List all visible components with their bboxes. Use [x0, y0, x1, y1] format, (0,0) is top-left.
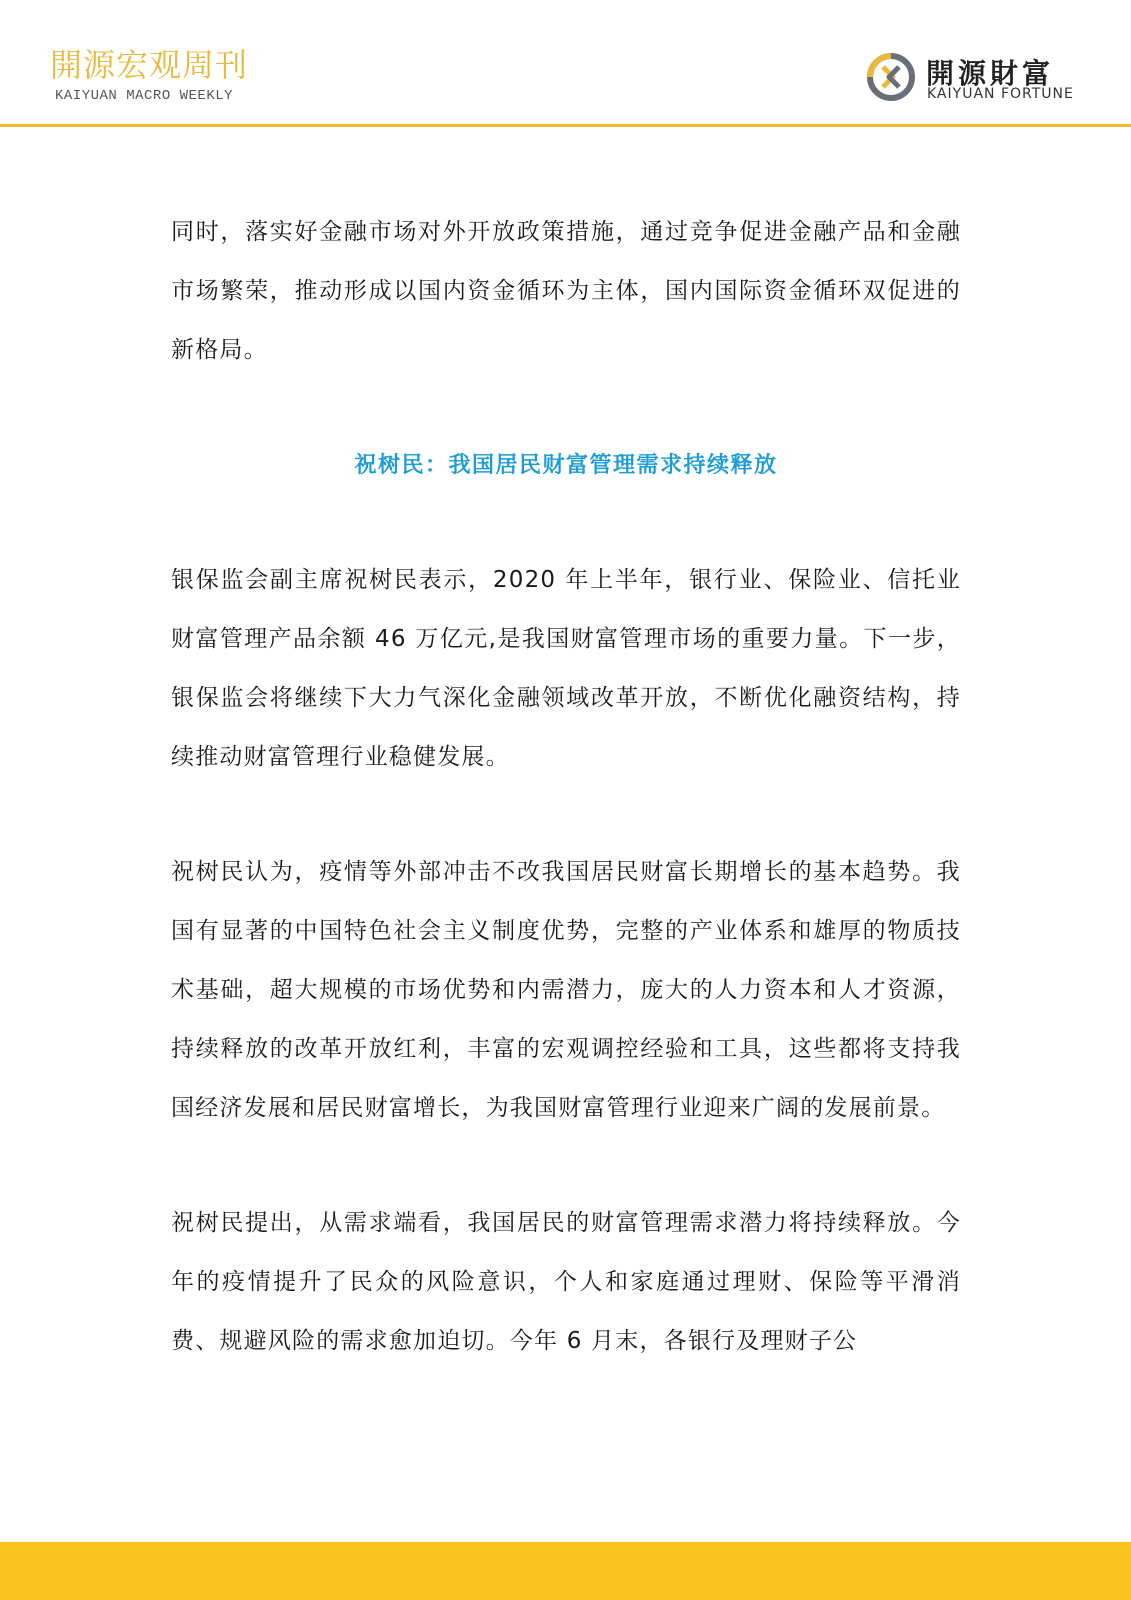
footer-bar	[0, 1542, 1131, 1600]
paragraph-2: 祝树民认为，疫情等外部冲击不改我国居民财富长期增长的基本趋势。我国有显著的中国特色社会主义制度优势，完整的产业体系和雄厚的物质技术基础，超大规模的市场优势和内需潜力，庞大的人力资本和人才资源，持续释放的改革开放红利，丰富的宏观调控经验和工具，这些都将支持我国经济发展和居民财富增长，为我国财富管理行业迎来广阔的发展前景。	[171, 859, 961, 1121]
logo-chinese-name: 開源財富	[926, 57, 1055, 90]
article-body	[171, 203, 961, 1371]
brand-title: 開源宏观周刊	[50, 46, 249, 84]
company-logo	[866, 52, 1096, 104]
logo-english-name: KAIYUAN FORTUNE	[927, 86, 1074, 102]
paragraph-1: 银保监会副主席祝树民表示，2020 年上半年，银行业、保险业、信托业财富管理产品余额 46 万亿元,是我国财富管理市场的重要力量。下一步，银保监会将继续下大力气深化金融领域改革开放，不断优化融资结构，持续推动财富管理行业稳健发展。	[171, 567, 961, 770]
kaiyuan-logo-icon	[866, 52, 916, 102]
header-divider	[0, 124, 1131, 127]
paragraph-intro: 同时，落实好金融市场对外开放政策措施，通过竞争促进金融产品和金融市场繁荣，推动形成以国内资金循环为主体，国内国际资金循环双促进的新格局。	[171, 219, 961, 363]
section-heading: 祝树民：我国居民财富管理需求持续释放	[354, 453, 778, 478]
brand-subtitle: KAIYUAN MACRO WEEKLY	[55, 88, 234, 104]
page-header	[0, 0, 1131, 127]
paragraph-3: 祝树民提出，从需求端看，我国居民的财富管理需求潜力将持续释放。今年的疫情提升了民众的风险意识，个人和家庭通过理财、保险等平滑消费、规避风险的需求愈加迫切。今年 6 月末，各银行及理财子公	[171, 1210, 961, 1354]
